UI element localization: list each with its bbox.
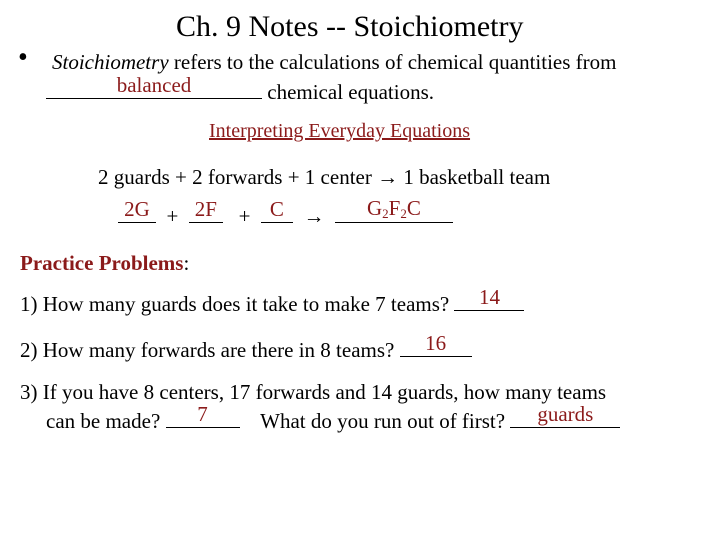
formula-team-sub-2: 2 bbox=[400, 206, 407, 221]
definition-line-2 bbox=[46, 73, 435, 105]
question-3-answer-2: guards bbox=[537, 402, 594, 426]
formula-team-g: G bbox=[367, 196, 383, 220]
arrow-icon: → bbox=[292, 204, 335, 228]
formula-blank-forwards bbox=[189, 197, 223, 223]
question-3-middle: What do you run out of first? bbox=[239, 409, 511, 433]
question-2-text: 2) How many forwards are there in 8 teams? bbox=[20, 338, 400, 362]
definition-line-1 bbox=[52, 50, 616, 75]
bullet-icon: • bbox=[18, 42, 28, 73]
formula-answer-forwards: 2F bbox=[194, 197, 217, 221]
definition-term: Stoichiometry bbox=[52, 50, 169, 74]
question-1-text: 1) How many guards does it take to make 7 teams? bbox=[20, 292, 455, 316]
definition-text-2: chemical equations. bbox=[262, 80, 435, 104]
formula-equation bbox=[118, 196, 453, 229]
practice-heading-colon: : bbox=[183, 251, 190, 275]
question-3-line-1: 3) If you have 8 centers, 17 forwards and 14 guards, how many teams bbox=[20, 380, 607, 404]
analogy-equation: 2 guards + 2 forwards + 1 center → 1 basketball team bbox=[98, 165, 551, 189]
formula-answer-team bbox=[335, 198, 453, 220]
question-2-blank bbox=[400, 331, 472, 357]
formula-plus-2: + bbox=[222, 204, 261, 228]
question-3-prefix: can be made? bbox=[46, 409, 166, 433]
question-2 bbox=[20, 331, 472, 363]
formula-blank-center bbox=[261, 197, 293, 223]
question-3-answer-1: 7 bbox=[197, 402, 208, 426]
formula-plus-1: + bbox=[156, 204, 189, 228]
section-subheading: Interpreting Everyday Equations bbox=[209, 120, 471, 142]
definition-answer: balanced bbox=[116, 73, 192, 97]
definition-answer-blank bbox=[46, 73, 262, 99]
practice-heading-label: Practice Problems bbox=[20, 251, 184, 275]
formula-answer-center: C bbox=[269, 197, 284, 221]
page-title: Ch. 9 Notes -- Stoichiometry bbox=[176, 10, 524, 43]
question-3-line-2 bbox=[46, 402, 620, 434]
question-2-answer: 16 bbox=[425, 331, 447, 355]
formula-blank-guards bbox=[118, 197, 156, 223]
question-3-blank-2 bbox=[510, 402, 620, 428]
question-1-answer: 14 bbox=[478, 285, 500, 309]
definition-text-1: refers to the calculations of chemical quantities from bbox=[168, 50, 617, 74]
formula-blank-team bbox=[335, 196, 453, 223]
question-1-blank bbox=[454, 285, 524, 311]
formula-team-c: C bbox=[406, 196, 421, 220]
question-1 bbox=[20, 285, 524, 317]
question-3-blank-1 bbox=[166, 402, 240, 428]
formula-answer-guards: 2G bbox=[124, 197, 150, 221]
formula-team-f: F bbox=[388, 196, 401, 220]
formula-team-sub-1: 2 bbox=[382, 206, 389, 221]
practice-heading bbox=[20, 251, 189, 276]
